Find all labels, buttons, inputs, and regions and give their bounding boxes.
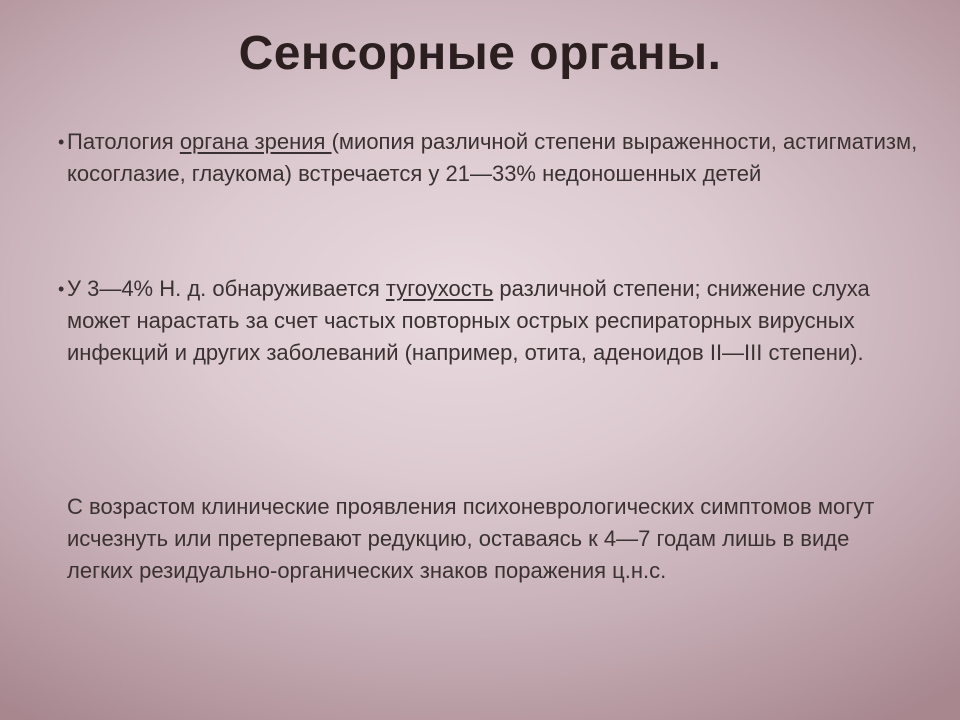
bullet-text-pre: У 3—4% Н. д. обнаруживается <box>67 276 386 301</box>
summary-paragraph: С возрастом клинические проявления психоневрологических симптомов могут исчезнуть или претерпевают редукцию, оставаясь к 4—7 годам лишь в виде легких резидуально-органических знаков поражения ц.н.с. <box>67 494 875 583</box>
bullet-text-post: (миопия различной степени выраженности, астигматизм, косоглазие, глаукома) встречается у 21—33% недоношенных детей <box>67 129 918 186</box>
bullet-text-pre: Патология <box>67 129 180 154</box>
bullet-marker: • <box>58 132 65 152</box>
bullet-text <box>58 273 918 369</box>
bullet-marker: • <box>58 279 65 299</box>
bullet-text-post: различной степени; снижение слуха может нарастать за счет частых повторных острых респираторных вирусных инфекций и других заболеваний (например, отита, аденоидов II—III степени). <box>67 276 870 365</box>
bullet-hearing <box>58 273 918 369</box>
slide-title: Сенсорные органы. <box>238 27 722 80</box>
underlined-term-hearing: тугоухость <box>385 276 494 301</box>
underlined-term-vision: органа зрения <box>179 129 332 154</box>
bullet-vision <box>58 126 918 190</box>
bullet-text <box>58 126 918 190</box>
